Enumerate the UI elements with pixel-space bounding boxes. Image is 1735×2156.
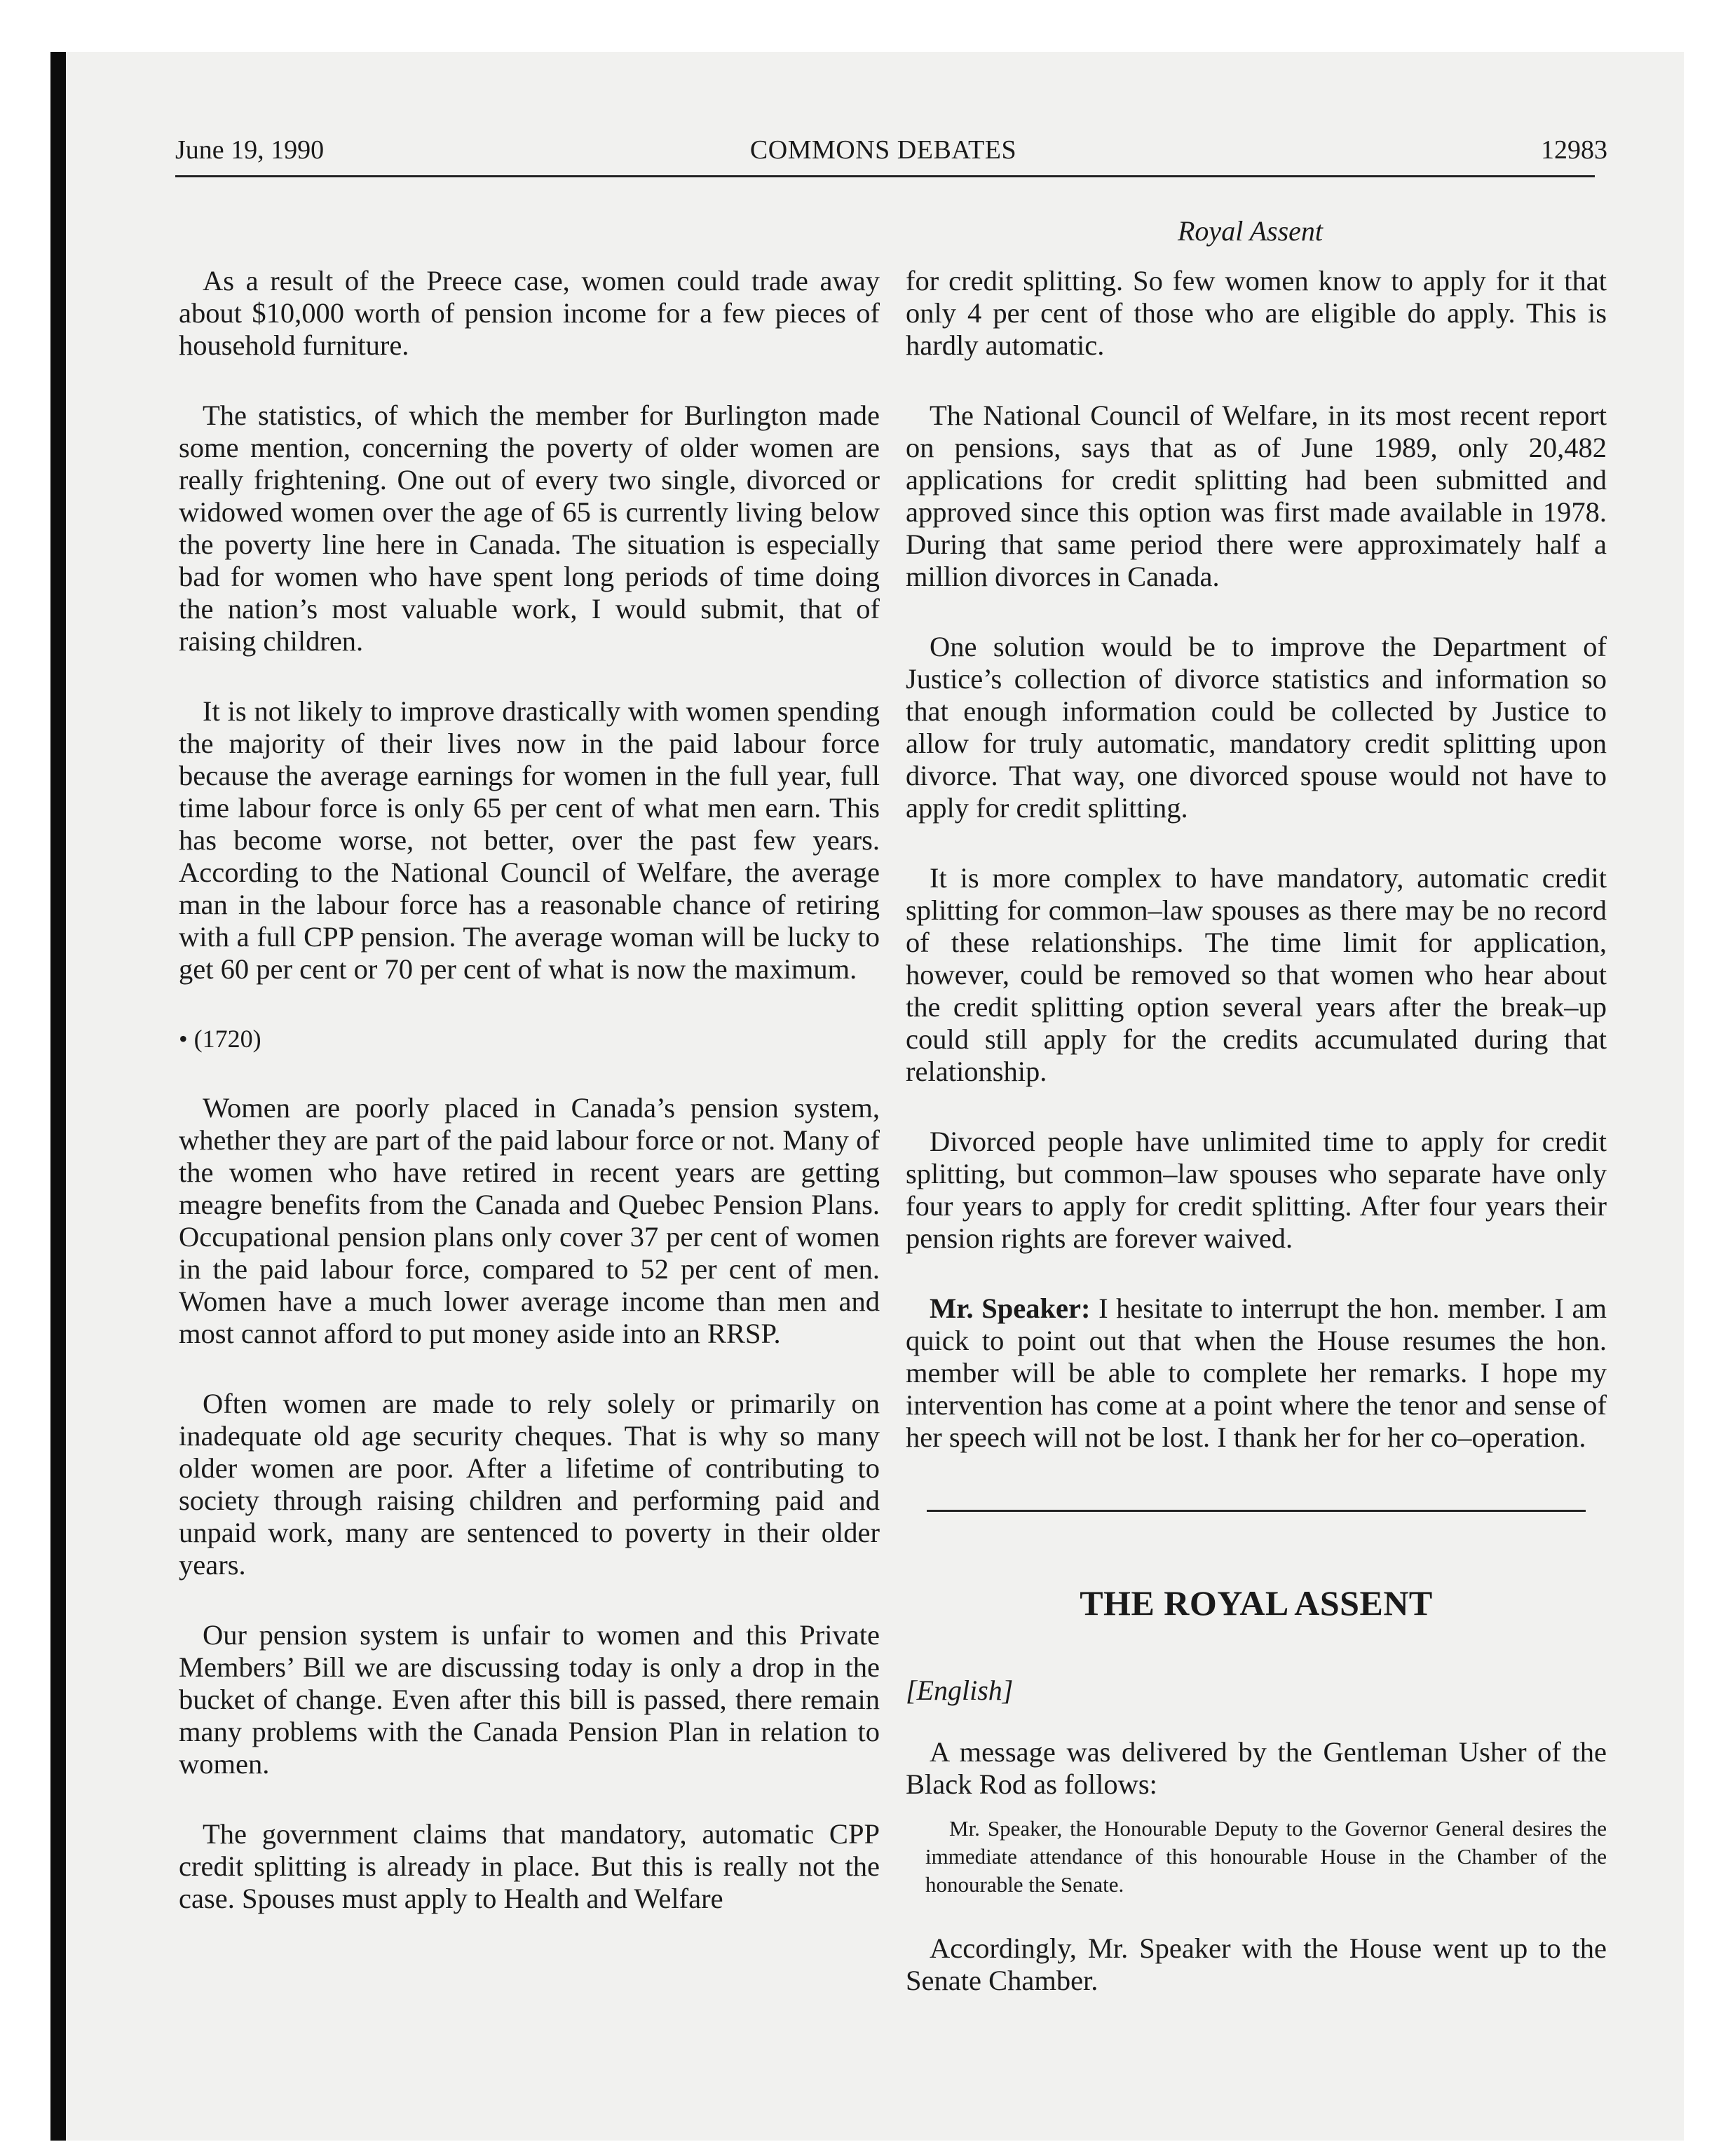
speaker-remarks: I hesitate to interrupt the hon. member. I am quick to point out that when the House resumes the hon. member will be able to complete her remarks. I hope my intervention has come at a point where the tenor and sense of her speech will not be lost. I thank her for her co–operation. (906, 1292, 1607, 1453)
paragraph: As a result of the Preece case, women could trade away about $10,000 worth of pension income for a few pieces of household furniture. (179, 265, 880, 361)
running-head: Royal Assent (1178, 215, 1324, 247)
paragraph: Divorced people have unlimited time to apply for credit splitting, but common–law spouses who separate have only four years to apply for credit splitting. After four years their pension rights are forever waived. (906, 1126, 1607, 1254)
header-date: June 19, 1990 (175, 135, 325, 165)
header-rule (175, 175, 1595, 177)
speaker-name: Mr. Speaker: (930, 1292, 1091, 1324)
paragraph: The government claims that mandatory, automatic CPP credit splitting is already in place. But this is really not the case. Spouses must apply to Health and Welfare (179, 1818, 880, 1914)
left-column (179, 265, 880, 1953)
header-page-number: 12983 (1541, 135, 1607, 165)
block-quote: Mr. Speaker, the Honourable Deputy to the Governor General desires the immediate attendance of this honourable House in the Chamber of the honourable the Senate. (925, 1816, 1607, 1897)
paragraph: The statistics, of which the member for Burlington made some mention, concerning the poverty of older women are really frightening. One out of every two single, divorced or widowed women over the age of 65 is currently living below the poverty line here in Canada. The situation is especially bad for women who have spent long periods of time doing the nation’s most valuable work, I would submit, that of raising children. (179, 400, 880, 657)
scan-border (50, 52, 66, 2141)
paragraph: for credit splitting. So few women know to apply for it that only 4 per cent of those who are eligible do apply. This is hardly automatic. (906, 265, 1607, 361)
header-publication-title: COMMONS DEBATES (749, 135, 1017, 165)
paragraph: Women are poorly placed in Canada’s pension system, whether they are part of the paid labour force or not. Many of the women who have retired in recent years are getting meagre benefits from the Canada and Quebec Pension Plans. Occupational pension plans only cover 37 per cent of women in the paid labour force, compared to 52 per cent of men. Women have a much lower average income than men and most cannot afford to put money aside into an RRSP. (179, 1092, 880, 1349)
paragraph: A message was delivered by the Gentleman Usher of the Black Rod as follows: (906, 1736, 1607, 1800)
paragraph: Often women are made to rely solely or primarily on inadequate old age security cheques. That is why so many older women are poor. After a lifetime of contributing to society through raising children and performing paid and unpaid work, many are sentenced to poverty in their older years. (179, 1388, 880, 1581)
section-divider (927, 1510, 1586, 1512)
section-heading: THE ROYAL ASSENT (1080, 1583, 1433, 1623)
paragraph: It is not likely to improve drastically with women spending the majority of their lives now in the paid labour force because the average earnings for women in the full year, full time labour force is only 65 per cent of what men earn. This has become worse, not better, over the past few years. According to the National Council of Welfare, the average man in the labour force has a reasonable chance of retiring with a full CPP pension. The average woman will be lucky to get 60 per cent or 70 per cent of what is now the maximum. (179, 695, 880, 985)
right-column (906, 265, 1607, 2035)
time-marker: • (1720) (179, 1025, 261, 1053)
paragraph: Accordingly, Mr. Speaker with the House went up to the Senate Chamber. (906, 1932, 1607, 1996)
paragraph: The National Council of Welfare, in its most recent report on pensions, says that as of June 1989, only 20,482 applications for credit splitting had been submitted and approved since this option was first made available in 1978. During that same period there were approximately half a million divorces in Canada. (906, 400, 1607, 592)
paragraph: One solution would be to improve the Department of Justice’s collection of divorce statistics and information so that enough information could be collected by Justice to allow for truly automatic, mandatory credit splitting upon divorce. That way, one divorced spouse would not have to apply for credit splitting. (906, 631, 1607, 824)
paragraph: Our pension system is unfair to women and this Private Members’ Bill we are discussing today is only a drop in the bucket of change. Even after this bill is passed, there remain many problems with the Canada Pension Plan in relation to women. (179, 1619, 880, 1780)
paragraph: It is more complex to have mandatory, automatic credit splitting for common–law spouses as there may be no record of these relationships. The time limit for application, however, could be removed so that women who hear about the credit splitting option several years after the break–up could still apply for the credits accumulated during that relationship. (906, 862, 1607, 1087)
speaker-paragraph (906, 1292, 1607, 1454)
language-tag: [English] (906, 1674, 1014, 1706)
